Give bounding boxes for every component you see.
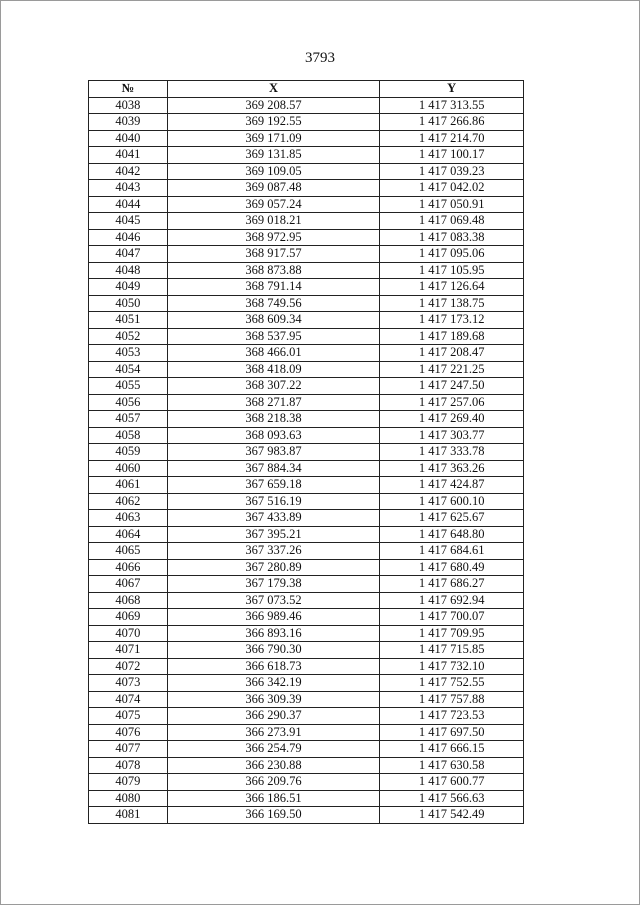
- x-coordinate-cell: 369 057.24: [167, 196, 379, 213]
- table-row: [89, 229, 524, 246]
- y-coordinate-cell: 1 417 039.23: [380, 163, 524, 180]
- table-row: [89, 493, 524, 510]
- point-number-cell: 4039: [89, 114, 168, 131]
- y-coordinate-cell: 1 417 692.94: [380, 592, 524, 609]
- point-number-cell: 4043: [89, 180, 168, 197]
- table-row: [89, 312, 524, 329]
- y-coordinate-cell: 1 417 709.95: [380, 625, 524, 642]
- coordinates-table: [88, 80, 524, 824]
- table-row: [89, 559, 524, 576]
- x-coordinate-cell: 368 466.01: [167, 345, 379, 362]
- point-number-cell: 4042: [89, 163, 168, 180]
- table-row: [89, 592, 524, 609]
- table-row: [89, 130, 524, 147]
- y-coordinate-cell: 1 417 625.67: [380, 510, 524, 527]
- point-number-cell: 4053: [89, 345, 168, 362]
- point-number-cell: 4079: [89, 774, 168, 791]
- y-coordinate-cell: 1 417 757.88: [380, 691, 524, 708]
- point-number-cell: 4049: [89, 279, 168, 296]
- point-number-cell: 4055: [89, 378, 168, 395]
- x-coordinate-cell: 369 087.48: [167, 180, 379, 197]
- y-coordinate-cell: 1 417 680.49: [380, 559, 524, 576]
- x-coordinate-cell: 366 273.91: [167, 724, 379, 741]
- point-number-cell: 4078: [89, 757, 168, 774]
- point-number-cell: 4077: [89, 741, 168, 758]
- table-row: [89, 411, 524, 428]
- x-coordinate-cell: 369 109.05: [167, 163, 379, 180]
- point-number-cell: 4050: [89, 295, 168, 312]
- table-row: [89, 213, 524, 230]
- point-number-cell: 4072: [89, 658, 168, 675]
- table-row: [89, 708, 524, 725]
- point-number-cell: 4081: [89, 807, 168, 824]
- point-number-cell: 4056: [89, 394, 168, 411]
- y-coordinate-cell: 1 417 424.87: [380, 477, 524, 494]
- y-coordinate-cell: 1 417 752.55: [380, 675, 524, 692]
- y-coordinate-cell: 1 417 684.61: [380, 543, 524, 560]
- point-number-cell: 4041: [89, 147, 168, 164]
- y-coordinate-cell: 1 417 697.50: [380, 724, 524, 741]
- x-coordinate-cell: 368 917.57: [167, 246, 379, 263]
- table-row: [89, 741, 524, 758]
- x-coordinate-cell: 366 309.39: [167, 691, 379, 708]
- x-coordinate-cell: 366 186.51: [167, 790, 379, 807]
- y-coordinate-cell: 1 417 333.78: [380, 444, 524, 461]
- table-row: [89, 180, 524, 197]
- table-row: [89, 576, 524, 593]
- y-coordinate-cell: 1 417 715.85: [380, 642, 524, 659]
- y-coordinate-cell: 1 417 666.15: [380, 741, 524, 758]
- point-number-cell: 4044: [89, 196, 168, 213]
- x-coordinate-cell: 369 171.09: [167, 130, 379, 147]
- table-row: [89, 807, 524, 824]
- table-row: [89, 196, 524, 213]
- x-coordinate-cell: 367 433.89: [167, 510, 379, 527]
- table-row: [89, 675, 524, 692]
- y-coordinate-cell: 1 417 303.77: [380, 427, 524, 444]
- x-coordinate-cell: 368 271.87: [167, 394, 379, 411]
- point-number-cell: 4066: [89, 559, 168, 576]
- x-coordinate-cell: 368 873.88: [167, 262, 379, 279]
- y-coordinate-cell: 1 417 542.49: [380, 807, 524, 824]
- x-coordinate-cell: 367 395.21: [167, 526, 379, 543]
- point-number-cell: 4070: [89, 625, 168, 642]
- table-header-row: [89, 81, 524, 98]
- x-coordinate-cell: 369 131.85: [167, 147, 379, 164]
- point-number-cell: 4040: [89, 130, 168, 147]
- x-coordinate-cell: 366 342.19: [167, 675, 379, 692]
- table-row: [89, 724, 524, 741]
- table-row: [89, 691, 524, 708]
- table-row: [89, 444, 524, 461]
- table-row: [89, 97, 524, 114]
- y-coordinate-cell: 1 417 042.02: [380, 180, 524, 197]
- point-number-cell: 4068: [89, 592, 168, 609]
- y-coordinate-cell: 1 417 630.58: [380, 757, 524, 774]
- point-number-cell: 4047: [89, 246, 168, 263]
- x-coordinate-cell: 368 609.34: [167, 312, 379, 329]
- table-row: [89, 460, 524, 477]
- table-row: [89, 510, 524, 527]
- table-row: [89, 790, 524, 807]
- x-coordinate-cell: 369 192.55: [167, 114, 379, 131]
- x-coordinate-cell: 367 280.89: [167, 559, 379, 576]
- header-y: Y: [380, 81, 524, 98]
- point-number-cell: 4038: [89, 97, 168, 114]
- page-number: 3793: [305, 50, 335, 66]
- x-coordinate-cell: 366 230.88: [167, 757, 379, 774]
- point-number-cell: 4071: [89, 642, 168, 659]
- y-coordinate-cell: 1 417 266.86: [380, 114, 524, 131]
- point-number-cell: 4052: [89, 328, 168, 345]
- point-number-cell: 4060: [89, 460, 168, 477]
- x-coordinate-cell: 366 290.37: [167, 708, 379, 725]
- table-row: [89, 361, 524, 378]
- x-coordinate-cell: 368 418.09: [167, 361, 379, 378]
- x-coordinate-cell: 367 516.19: [167, 493, 379, 510]
- point-number-cell: 4046: [89, 229, 168, 246]
- y-coordinate-cell: 1 417 105.95: [380, 262, 524, 279]
- table-row: [89, 262, 524, 279]
- x-coordinate-cell: 368 093.63: [167, 427, 379, 444]
- table-row: [89, 625, 524, 642]
- point-number-cell: 4061: [89, 477, 168, 494]
- y-coordinate-cell: 1 417 600.77: [380, 774, 524, 791]
- header-x: X: [167, 81, 379, 98]
- y-coordinate-cell: 1 417 686.27: [380, 576, 524, 593]
- y-coordinate-cell: 1 417 069.48: [380, 213, 524, 230]
- x-coordinate-cell: 368 537.95: [167, 328, 379, 345]
- x-coordinate-cell: 366 790.30: [167, 642, 379, 659]
- table-row: [89, 246, 524, 263]
- table-body: [89, 97, 524, 823]
- y-coordinate-cell: 1 417 214.70: [380, 130, 524, 147]
- y-coordinate-cell: 1 417 100.17: [380, 147, 524, 164]
- y-coordinate-cell: 1 417 173.12: [380, 312, 524, 329]
- y-coordinate-cell: 1 417 095.06: [380, 246, 524, 263]
- y-coordinate-cell: 1 417 600.10: [380, 493, 524, 510]
- table-row: [89, 477, 524, 494]
- y-coordinate-cell: 1 417 221.25: [380, 361, 524, 378]
- y-coordinate-cell: 1 417 700.07: [380, 609, 524, 626]
- y-coordinate-cell: 1 417 257.06: [380, 394, 524, 411]
- point-number-cell: 4067: [89, 576, 168, 593]
- table-row: [89, 279, 524, 296]
- point-number-cell: 4074: [89, 691, 168, 708]
- y-coordinate-cell: 1 417 189.68: [380, 328, 524, 345]
- y-coordinate-cell: 1 417 126.64: [380, 279, 524, 296]
- y-coordinate-cell: 1 417 723.53: [380, 708, 524, 725]
- point-number-cell: 4054: [89, 361, 168, 378]
- y-coordinate-cell: 1 417 732.10: [380, 658, 524, 675]
- table-row: [89, 609, 524, 626]
- y-coordinate-cell: 1 417 050.91: [380, 196, 524, 213]
- x-coordinate-cell: 366 618.73: [167, 658, 379, 675]
- y-coordinate-cell: 1 417 313.55: [380, 97, 524, 114]
- table-row: [89, 147, 524, 164]
- point-number-cell: 4059: [89, 444, 168, 461]
- x-coordinate-cell: 368 972.95: [167, 229, 379, 246]
- table-row: [89, 543, 524, 560]
- point-number-cell: 4062: [89, 493, 168, 510]
- x-coordinate-cell: 367 884.34: [167, 460, 379, 477]
- y-coordinate-cell: 1 417 269.40: [380, 411, 524, 428]
- x-coordinate-cell: 366 893.16: [167, 625, 379, 642]
- x-coordinate-cell: 367 337.26: [167, 543, 379, 560]
- point-number-cell: 4048: [89, 262, 168, 279]
- table-row: [89, 378, 524, 395]
- point-number-cell: 4080: [89, 790, 168, 807]
- point-number-cell: 4065: [89, 543, 168, 560]
- table-row: [89, 774, 524, 791]
- y-coordinate-cell: 1 417 648.80: [380, 526, 524, 543]
- point-number-cell: 4064: [89, 526, 168, 543]
- y-coordinate-cell: 1 417 083.38: [380, 229, 524, 246]
- y-coordinate-cell: 1 417 566.63: [380, 790, 524, 807]
- table-row: [89, 163, 524, 180]
- x-coordinate-cell: 367 179.38: [167, 576, 379, 593]
- point-number-cell: 4045: [89, 213, 168, 230]
- table-row: [89, 526, 524, 543]
- point-number-cell: 4076: [89, 724, 168, 741]
- table-row: [89, 427, 524, 444]
- y-coordinate-cell: 1 417 138.75: [380, 295, 524, 312]
- y-coordinate-cell: 1 417 363.26: [380, 460, 524, 477]
- x-coordinate-cell: 369 208.57: [167, 97, 379, 114]
- table-row: [89, 114, 524, 131]
- point-number-cell: 4073: [89, 675, 168, 692]
- x-coordinate-cell: 368 791.14: [167, 279, 379, 296]
- x-coordinate-cell: 367 983.87: [167, 444, 379, 461]
- x-coordinate-cell: 369 018.21: [167, 213, 379, 230]
- x-coordinate-cell: 368 749.56: [167, 295, 379, 312]
- table-row: [89, 658, 524, 675]
- y-coordinate-cell: 1 417 247.50: [380, 378, 524, 395]
- point-number-cell: 4058: [89, 427, 168, 444]
- x-coordinate-cell: 366 989.46: [167, 609, 379, 626]
- x-coordinate-cell: 366 209.76: [167, 774, 379, 791]
- x-coordinate-cell: 366 254.79: [167, 741, 379, 758]
- point-number-cell: 4075: [89, 708, 168, 725]
- table-row: [89, 345, 524, 362]
- table-row: [89, 757, 524, 774]
- point-number-cell: 4051: [89, 312, 168, 329]
- table-row: [89, 394, 524, 411]
- x-coordinate-cell: 368 307.22: [167, 378, 379, 395]
- point-number-cell: 4063: [89, 510, 168, 527]
- y-coordinate-cell: 1 417 208.47: [380, 345, 524, 362]
- x-coordinate-cell: 368 218.38: [167, 411, 379, 428]
- x-coordinate-cell: 367 659.18: [167, 477, 379, 494]
- point-number-cell: 4057: [89, 411, 168, 428]
- table-row: [89, 295, 524, 312]
- x-coordinate-cell: 367 073.52: [167, 592, 379, 609]
- header-number: №: [89, 81, 168, 98]
- table-row: [89, 642, 524, 659]
- table-row: [89, 328, 524, 345]
- x-coordinate-cell: 366 169.50: [167, 807, 379, 824]
- point-number-cell: 4069: [89, 609, 168, 626]
